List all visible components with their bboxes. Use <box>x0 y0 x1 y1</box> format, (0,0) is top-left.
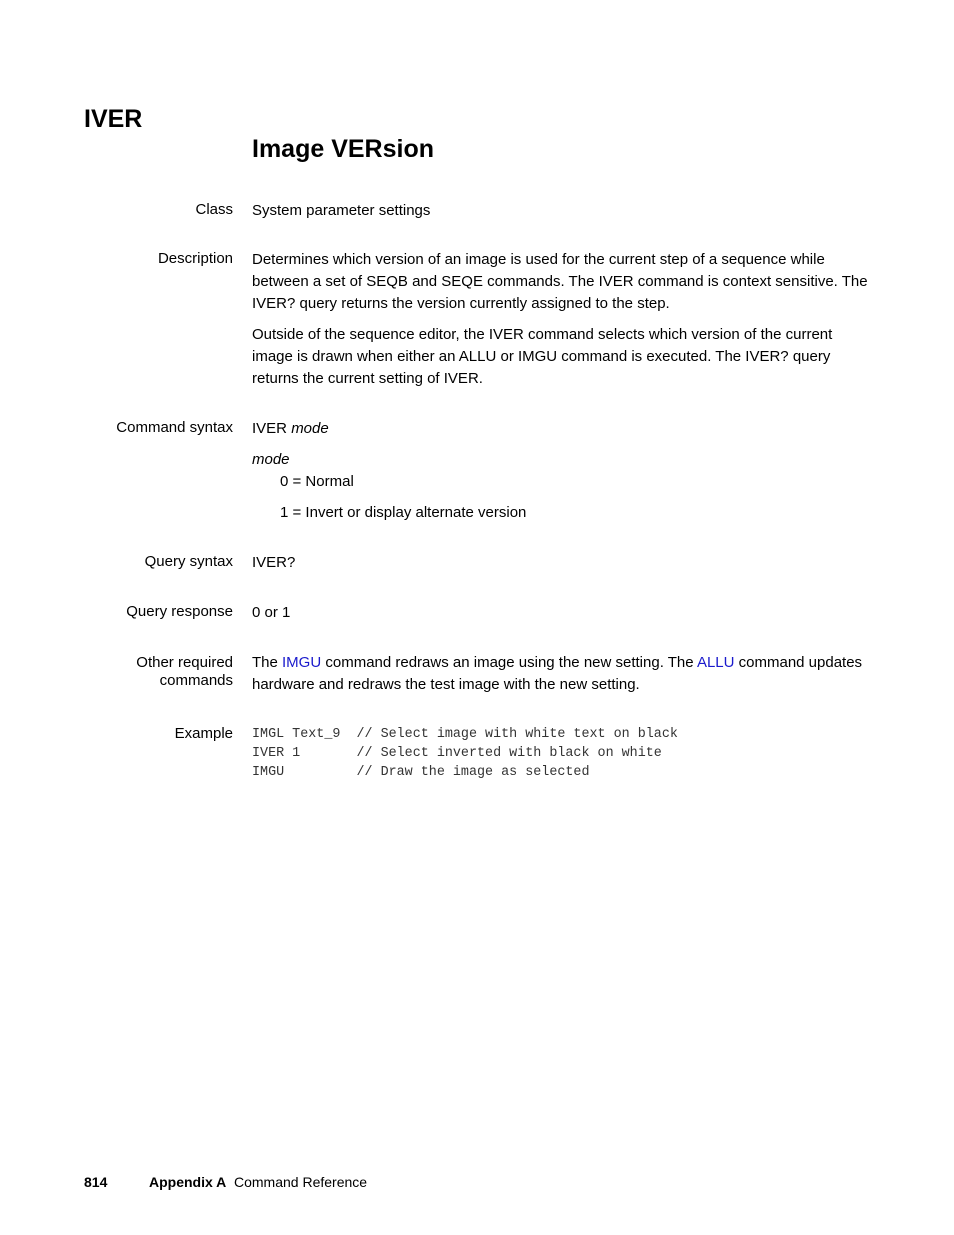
other-required-label-line-2: commands <box>159 672 233 689</box>
syntax-parameter: mode <box>291 420 329 437</box>
parameter-name <box>252 449 877 471</box>
description-paragraph-2: Outside of the sequence editor, the IVER command selects which version of the current image is drawn when either an ALLU or IMGU command is executed. The IVER? query returns the current setting of IVER. <box>252 326 833 387</box>
example-code-line: IVER 1 // Select inverted with black on white <box>252 746 662 761</box>
page-number: 814 <box>84 1174 108 1190</box>
other-required-label-line-1: Other required <box>136 654 233 671</box>
query-response-label: Query response <box>126 603 233 620</box>
example-code-block <box>252 725 877 782</box>
allu-link[interactable]: ALLU <box>696 654 735 671</box>
command-syntax-line <box>252 418 877 440</box>
command-syntax-content <box>252 418 877 524</box>
other-required-text-1: The <box>252 654 283 671</box>
class-label: Class <box>195 201 233 218</box>
query-response-value: 0 or 1 <box>252 604 291 621</box>
other-required-content <box>252 652 877 696</box>
command-title: IVER <box>84 105 143 133</box>
parameter-option-1: 1 = Invert or display alternate version <box>280 504 527 521</box>
description-label: Description <box>157 250 233 267</box>
query-syntax-label: Query syntax <box>144 553 233 570</box>
description-paragraph-1: Determines which version of an image is used for the current step of a sequence while between a set of SEQB and SEQE commands. The IVER command is context sensitive. The IVER? query returns the version currently assigned to the step. <box>252 251 868 312</box>
parameter-name-text: mode <box>252 451 290 468</box>
class-value: System parameter settings <box>252 202 431 219</box>
other-required-label <box>60 654 233 690</box>
example-code-line: IMGL Text_9 // Select image with white text on black <box>252 727 678 742</box>
command-full-name: Image VERsion <box>252 135 434 163</box>
command-syntax-label: Command syntax <box>116 419 233 436</box>
other-required-text-2: command redraws an image using the new setting. The <box>321 654 697 671</box>
query-syntax-value: IVER? <box>252 554 296 571</box>
syntax-command: IVER <box>252 420 288 437</box>
example-code-line: IMGU // Draw the image as selected <box>252 765 590 780</box>
footer-section: Command Reference <box>234 1174 368 1190</box>
parameter-option-0: 0 = Normal <box>280 473 354 490</box>
description-content <box>252 249 877 399</box>
example-label: Example <box>174 725 233 742</box>
other-required-text-3: command updates hardware and redraws the test image with the new setting. <box>252 654 863 693</box>
footer-appendix: Appendix A <box>149 1174 227 1190</box>
imgu-link[interactable]: IMGU <box>282 654 322 671</box>
